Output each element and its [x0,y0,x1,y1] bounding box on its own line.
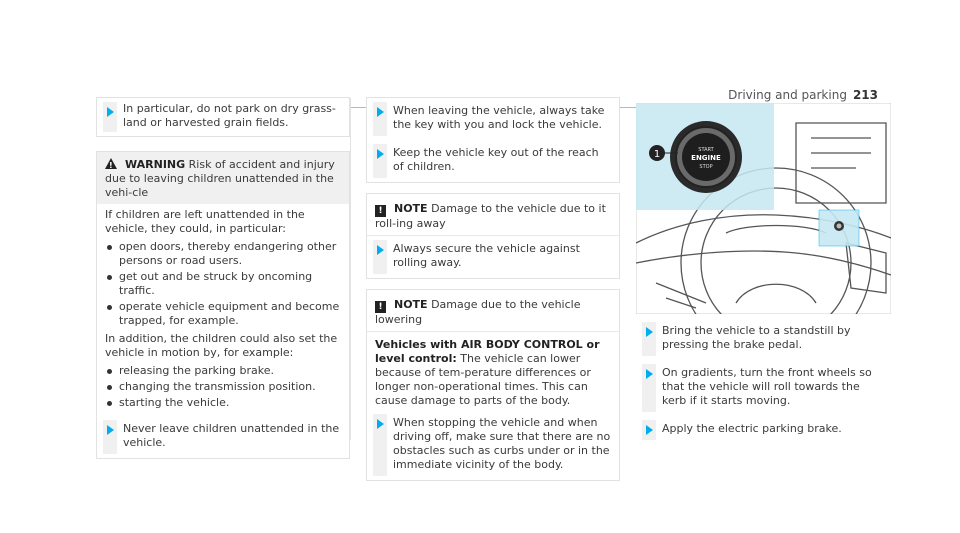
svg-text:ENGINE: ENGINE [691,154,721,162]
instruction-step [367,98,619,140]
list-item: changing the transmission position. [119,380,349,394]
instruction-step [367,140,619,182]
note-body [367,331,619,410]
note-header [367,194,619,235]
arrow-icon [646,327,653,337]
warning-box [96,151,350,459]
step-text: Bring the vehicle to a standstill by pressing the brake pedal. [662,324,851,351]
list-item: releasing the parking brake. [119,364,349,378]
arrow-icon [107,425,114,435]
instruction-step [97,416,349,458]
list-item: open doors, thereby endangering other persons or road users. [119,240,349,268]
warning-addition: In addition, the children could also set the vehicle in motion by, for example: [105,332,338,359]
note-label: NOTE [394,298,428,311]
arrow-icon [377,107,384,117]
warning-title: Risk of accident and injury due to leaving children unattended in the vehi-cle [105,158,335,199]
svg-text:START: START [698,147,714,153]
step-text: In particular, do not park on dry grass-land or harvested grain fields. [123,102,336,129]
step-text: Always secure the vehicle against rolling away. [393,242,580,269]
note-label: NOTE [394,202,428,215]
warning-header [97,152,349,204]
note-condition: Vehicles with AIR BODY CONTROL or level control: [375,338,600,365]
step-text: Never leave children unattended in the vehicle. [123,422,340,449]
dashboard-drawing [636,103,891,314]
note-icon: ! [375,205,386,217]
svg-text:1: 1 [653,149,661,160]
list-item: operate vehicle equipment and become trapped, for example. [119,300,349,328]
column-3-steps [636,318,891,444]
arrow-icon [377,245,384,255]
start-button-icon [670,121,742,193]
page-number: 213 [852,88,878,102]
instruction-step [636,360,891,416]
arrow-icon [107,107,114,117]
start-button-illustration [636,103,891,314]
note-box-rolling [366,193,620,279]
arrow-icon [377,419,384,429]
warning-list [97,240,349,328]
step-text: On gradients, turn the front wheels so that the vehicle will roll towards the kerb if it starts moving. [662,366,872,407]
instruction-step [636,416,891,444]
instruction-step [96,97,350,137]
instruction-step [367,235,619,278]
warning-label: WARNING [125,158,186,171]
column-2 [366,97,620,481]
warning-list-2 [97,364,349,410]
section-title: Driving and parking [728,88,847,102]
note-box-lowering [366,289,620,481]
step-text: When stopping the vehicle and when driving off, make sure that there are no obstacles such as curbs under or in the immediate vicinity of the body. [393,416,611,471]
step-text: Apply the electric parking brake. [662,422,842,435]
note-header [367,290,619,331]
warning-intro: If children are left unattended in the vehicle, they could, in particular: [105,208,305,235]
note-text: The vehicle can lower because of tem-perature differences or longer non-operational times. This can cause damage to parts of the body. [375,352,591,407]
page-header [728,88,878,102]
note-title: Damage due to the vehicle lowering [375,298,581,326]
steps-box [366,97,620,183]
list-item: starting the vehicle. [119,396,349,410]
arrow-icon [646,425,653,435]
column-divider [350,98,351,440]
instruction-step [367,410,619,480]
step-text: Keep the vehicle key out of the reach of children. [393,146,599,173]
list-item: get out and be struck by oncoming traffic. [119,270,349,298]
column-1 [96,97,350,459]
arrow-icon [646,369,653,379]
note-icon: ! [375,301,386,313]
instruction-step [636,318,891,360]
step-text: When leaving the vehicle, always take the key with you and lock the vehicle. [393,104,605,131]
arrow-icon [377,149,384,159]
warning-icon [105,158,117,169]
note-title: Damage to the vehicle due to it roll-ing away [375,202,606,230]
svg-text:STOP: STOP [699,164,713,170]
